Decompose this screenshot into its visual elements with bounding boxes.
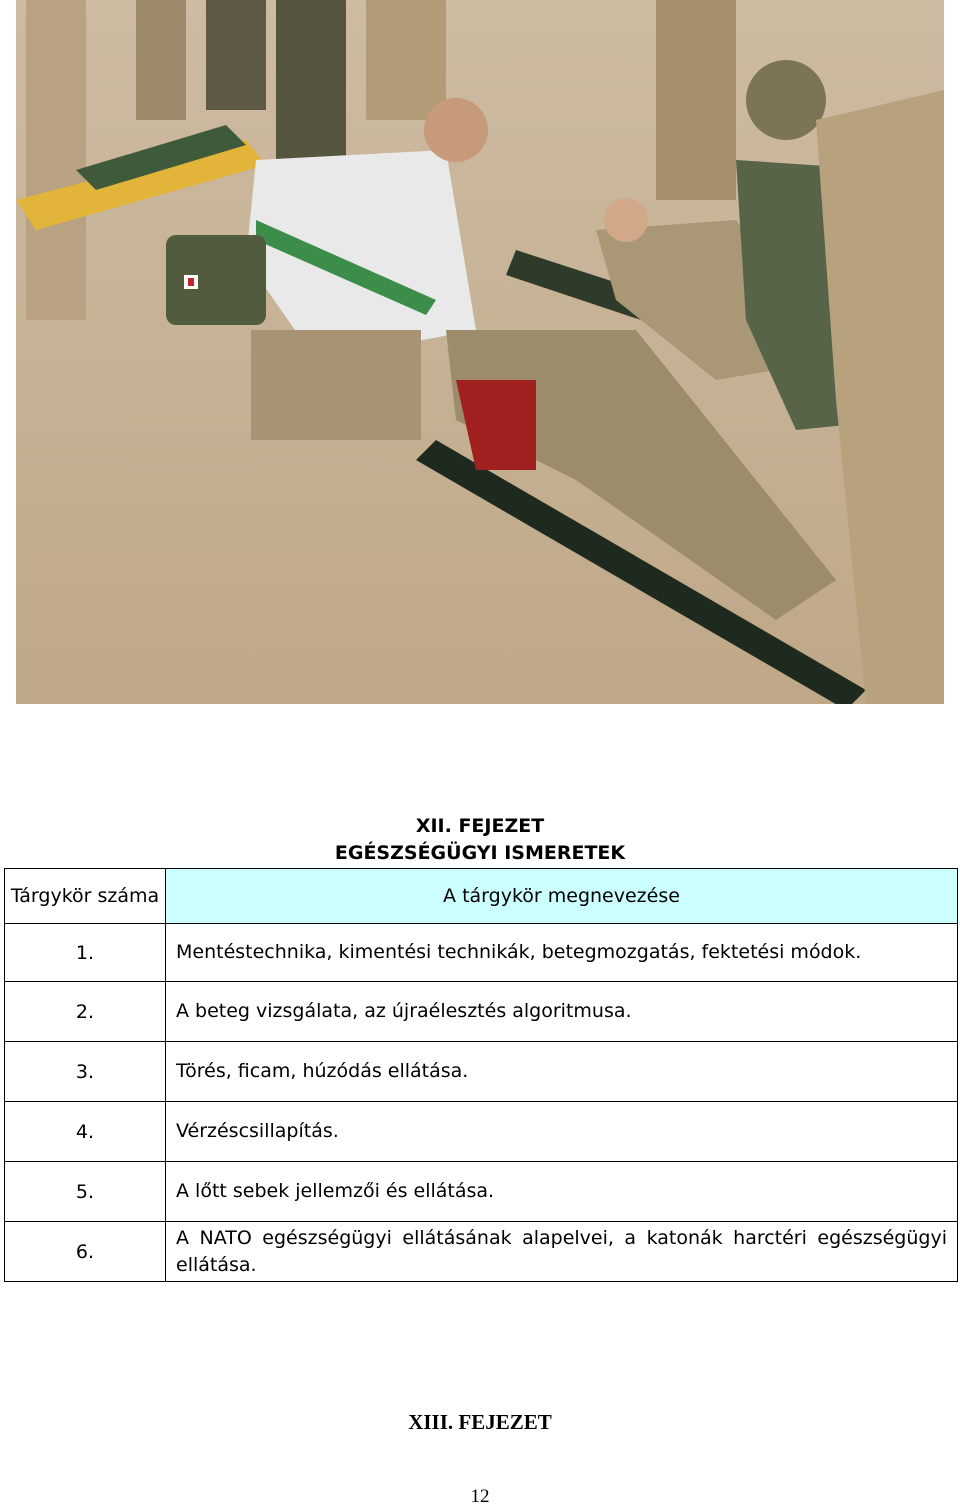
topic-name: A beteg vizsgálata, az újraélesztés algoritmusa. [166, 982, 958, 1042]
photo-illustration [16, 0, 944, 704]
table-row [5, 982, 958, 1042]
topic-number: 3. [5, 1042, 166, 1102]
table-row [5, 1102, 958, 1162]
topics-table [4, 868, 958, 1282]
topic-number: 2. [5, 982, 166, 1042]
topic-number: 1. [5, 924, 166, 982]
field-medic-photo [16, 0, 944, 704]
page-number: 12 [470, 1486, 490, 1507]
topic-name: A lőtt sebek jellemzői és ellátása. [166, 1162, 958, 1222]
table-header-row [5, 869, 958, 924]
topic-name: Törés, ficam, húzódás ellátása. [166, 1042, 958, 1102]
topic-name: Vérzéscsillapítás. [166, 1102, 958, 1162]
header-topic-number: Tárgykör száma [5, 869, 166, 924]
table-row [5, 1042, 958, 1102]
chapter-title [0, 815, 960, 837]
table-row [5, 924, 958, 982]
topic-number: 6. [5, 1222, 166, 1282]
next-chapter-title: XIII. FEJEZET [408, 1410, 552, 1434]
table-row [5, 1222, 958, 1282]
topic-name: Mentéstechnika, kimentési technikák, betegmozgatás, fektetési módok. [166, 924, 958, 982]
table-row [5, 1162, 958, 1222]
topic-name: A NATO egészségügyi ellátásának alapelvei, a katonák harctéri egészségügyi ellátása. [166, 1222, 958, 1282]
chapter-title-text: XII. FEJEZET [415, 815, 545, 837]
header-topic-name: A tárgykör megnevezése [166, 869, 958, 924]
topic-number: 4. [5, 1102, 166, 1162]
topic-number: 5. [5, 1162, 166, 1222]
chapter-subtitle: EGÉSZSÉGÜGYI ISMERETEK [334, 842, 626, 864]
